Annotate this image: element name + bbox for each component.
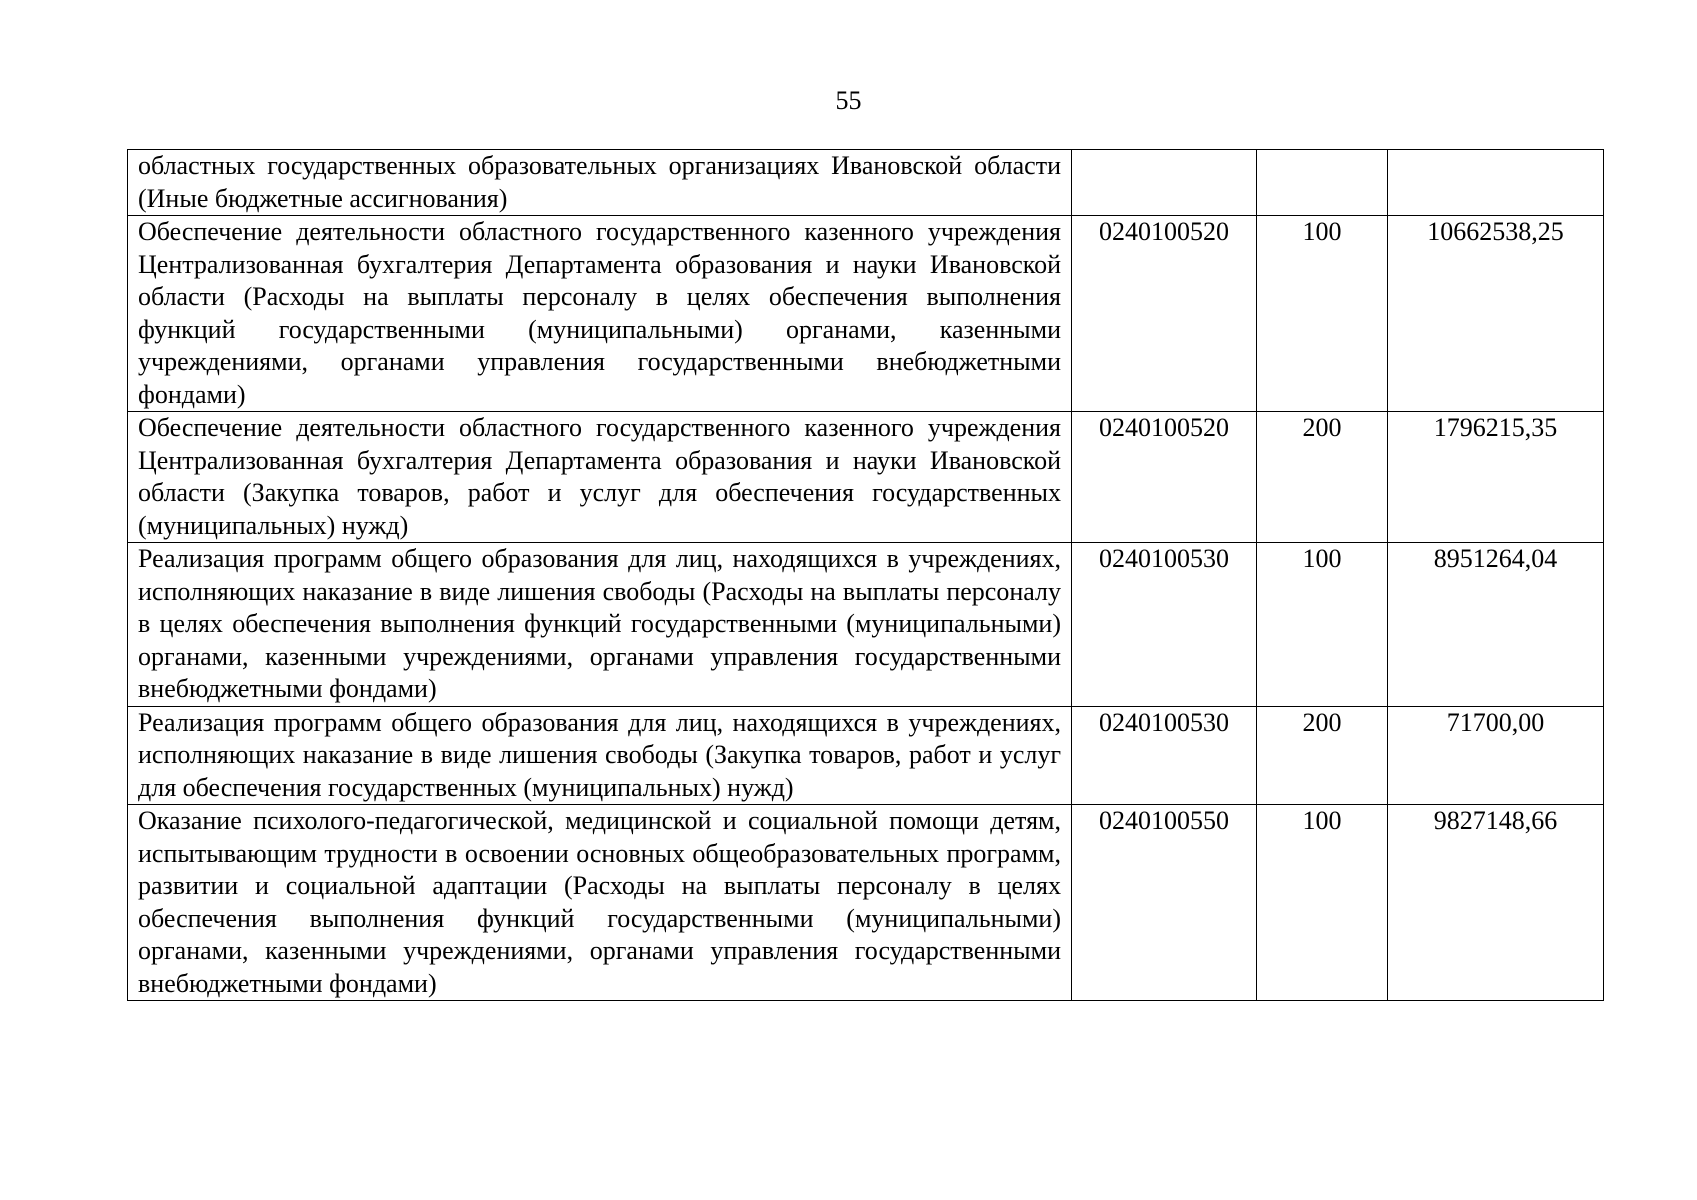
row-amount: 10662538,25 [1388,216,1604,412]
table-row [128,805,1604,1001]
budget-table [127,149,1604,1001]
table-row [128,412,1604,543]
row-target-code: 0240100520 [1072,412,1257,543]
row-amount: 9827148,66 [1388,805,1604,1001]
row-description: областных государственных образовательных организациях Ивановской области (Иные бюджетные ассигнования) [128,150,1072,216]
row-description: Реализация программ общего образования для лиц, находящихся в учреждениях, исполняющих наказание в виде лишения свободы (Закупка товаров, работ и услуг для обеспечения государственных (муниципальных) нужд) [128,706,1072,805]
row-expense-type [1257,150,1388,216]
row-expense-type: 200 [1257,412,1388,543]
page-number: 55 [835,86,862,115]
row-target-code: 0240100550 [1072,805,1257,1001]
row-description: Обеспечение деятельности областного государственного казенного учреждения Централизованная бухгалтерия Департамента образования и науки Ивановской области (Закупка товаров, работ и услуг для обеспечения государственных (муниципальных) нужд) [128,412,1072,543]
row-amount: 8951264,04 [1388,543,1604,707]
row-target-code: 0240100530 [1072,543,1257,707]
table-row [128,543,1604,707]
row-description: Реализация программ общего образования для лиц, находящихся в учреждениях, исполняющих наказание в виде лишения свободы (Расходы на выплаты персоналу в целях обеспечения выполнения функций государственными (муниципальными) органами, казенными учреждениями, органами управления государственными внебюджетными фондами) [128,543,1072,707]
row-amount: 71700,00 [1388,706,1604,805]
row-target-code: 0240100520 [1072,216,1257,412]
row-expense-type: 100 [1257,805,1388,1001]
row-description: Оказание психолого-педагогической, медицинской и социальной помощи детям, испытывающим трудности в освоении основных общеобразовательных программ, развитии и социальной адаптации (Расходы на выплаты персоналу в целях обеспечения выполнения функций государственными (муниципальными) органами, казенными учреждениями, органами управления государственными внебюджетными фондами) [128,805,1072,1001]
row-amount [1388,150,1604,216]
row-description: Обеспечение деятельности областного государственного казенного учреждения Централизованная бухгалтерия Департамента образования и науки Ивановской области (Расходы на выплаты персоналу в целях обеспечения выполнения функций государственными (муниципальными) органами, казенными учреждениями, органами управления государственными внебюджетными фондами) [128,216,1072,412]
row-amount: 1796215,35 [1388,412,1604,543]
table-row [128,216,1604,412]
table-row [128,706,1604,805]
row-expense-type: 200 [1257,706,1388,805]
row-expense-type: 100 [1257,216,1388,412]
table-row [128,150,1604,216]
row-target-code [1072,150,1257,216]
row-expense-type: 100 [1257,543,1388,707]
row-target-code: 0240100530 [1072,706,1257,805]
